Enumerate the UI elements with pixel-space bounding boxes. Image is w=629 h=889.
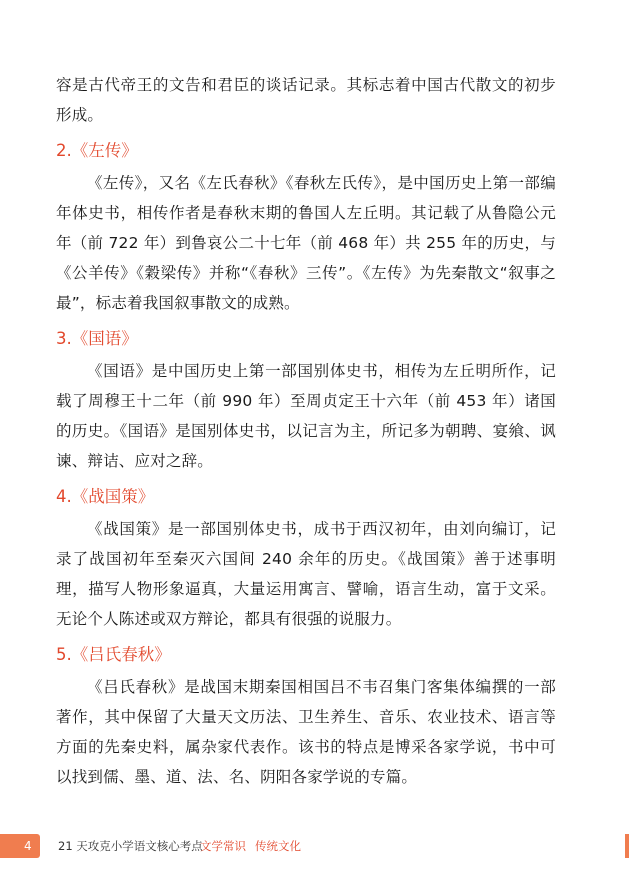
intro-paragraph: 容是古代帝王的文告和君臣的谈话记录。其标志着中国古代散文的初步形成。 <box>56 76 556 124</box>
section-body-zhanguoce: 《战国策》是一部国别体史书，成书于西汉初年，由刘向编订，记录了战国初年至秦灭六国间 240 余年的历史。《战国策》善于述事明理，描写人物形象逼真，大量运用寓言、譬喻，语言生动，富于文采。无论个人陈述或双方辩论，都具有很强的说服力。 <box>56 520 556 628</box>
section-heading-guoyu: 3.《国语》 <box>56 329 138 348</box>
book-title: 21 天攻克小学语文核心考点 <box>58 839 203 853</box>
section-heading-lvshichunqiu: 5.《吕氏春秋》 <box>56 645 171 664</box>
main-content <box>56 70 556 792</box>
section-heading-zhanguoce: 4.《战国策》 <box>56 487 155 506</box>
edge-accent-bar <box>625 834 629 858</box>
section-body-lvshichunqiu: 《吕氏春秋》是战国末期秦国相国吕不韦召集门客集体编撰的一部著作，其中保留了大量天文历法、卫生养生、音乐、农业技术、语言等方面的先秦史料，属杂家代表作。该书的特点是博采各家学说，书中可以找到儒、墨、道、法、名、阴阳各家学说的专篇。 <box>56 678 556 786</box>
section-body-zuozhuan: 《左传》，又名《左氏春秋》《春秋左氏传》，是中国历史上第一部编年体史书，相传作者是春秋末期的鲁国人左丘明。其记载了从鲁隐公元年（前 722 年）到鲁哀公二十七年（前 468 年）共 255 年的历史，与《公羊传》《穀梁传》并称“《春秋》三传”。《左传》为先秦散文“叙事之最”，标志着我国叙事散文的成熟。 <box>56 174 556 312</box>
footer-tag-literature: 文学常识 <box>200 839 246 853</box>
footer-tag-culture: 传统文化 <box>255 839 301 853</box>
page-number-tab <box>0 834 40 858</box>
page-footer <box>0 834 629 858</box>
section-body-guoyu: 《国语》是中国历史上第一部国别体史书，相传为左丘明所作，记载了周穆王十二年（前 990 年）至周贞定王十六年（前 453 年）诸国的历史。《国语》是国别体史书，以记言为主，所记多为朝聘、宴飨、讽谏、辩诘、应对之辞。 <box>56 362 556 470</box>
section-heading-zuozhuan: 2.《左传》 <box>56 141 138 160</box>
page-number: 4 <box>24 839 32 853</box>
